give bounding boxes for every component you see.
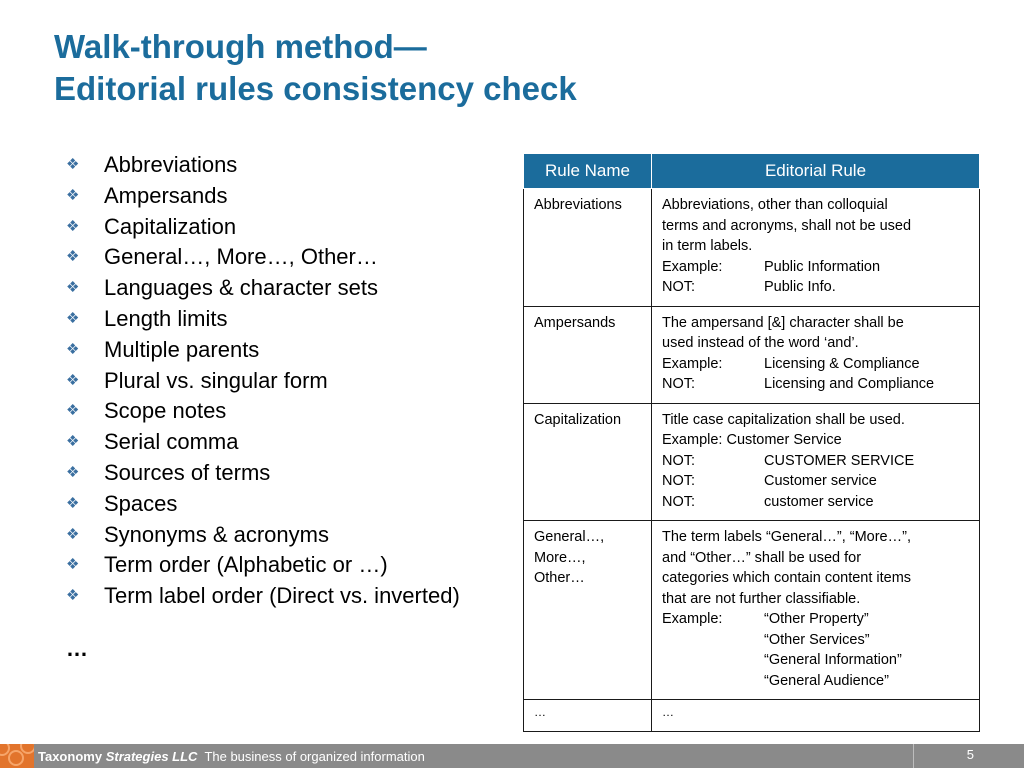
footer-brand [38,749,425,764]
company-tagline: The business of organized information [204,749,425,764]
rules-bullet-list [66,150,476,608]
example-value: CUSTOMER SERVICE [764,452,915,469]
example-key: NOT: [662,493,696,510]
rule-line: that are not further classifiable. [662,590,861,607]
diamond-bullet-icon: ❖ [66,587,80,605]
bullet-item: ❖ Abbreviations [66,150,476,181]
bullet-item: ❖ General…, More…, Other… [66,242,476,273]
example-value: “Other Services” [764,631,870,648]
rule-name-cell: Ampersands [524,306,652,403]
rule-name-cell [524,521,652,700]
bullet-item: ❖ Term order (Alphabetic or …) [66,550,476,581]
example-value: Customer service [764,473,877,489]
example-line [662,451,971,472]
page-number: 5 [966,747,974,762]
example-key [662,630,764,651]
rule-text-cell [652,189,980,307]
rule-name-line: General…, [534,529,605,545]
example-value: “General Audience” [764,672,889,689]
rule-line: in term labels. [662,238,753,254]
bullet-item: ❖ Spaces [66,489,476,520]
rule-text-cell: … [652,700,980,732]
example-key: NOT: [662,452,696,469]
slide-title-line-1: Walk-through method— [54,28,427,65]
diamond-bullet-icon: ❖ [66,402,80,420]
example-key: Example: [662,611,723,627]
example-line [662,471,971,492]
rule-line: categories which contain content items [662,570,912,586]
rule-line: The ampersand [&] character shall be [662,314,904,331]
example-key [662,650,764,671]
example-line [662,257,971,278]
example-value: Public Information [764,258,881,275]
diamond-bullet-icon: ❖ [66,340,80,358]
bullet-item: ❖ Ampersands [66,181,476,212]
example-key: Example: [662,355,723,372]
rule-name-line: Other… [534,570,585,586]
diamond-bullet-icon: ❖ [66,248,80,266]
example-value: Public Info. [764,279,836,295]
table-row [524,700,980,732]
bullet-item: ❖ Multiple parents [66,335,476,366]
bullets-more-ellipsis: … [66,636,88,661]
example-line [662,671,971,692]
table-row [524,306,980,403]
example-value: “Other Property” [764,611,869,627]
rule-text-cell [652,521,980,700]
example-line [662,354,971,375]
bullet-item: ❖ Plural vs. singular form [66,366,476,397]
slide-title [54,26,774,110]
example-key: NOT: [662,376,696,392]
diamond-bullet-icon: ❖ [66,186,80,204]
example-key [662,671,764,692]
diamond-bullet-icon: ❖ [66,556,80,574]
rule-name-cell: Abbreviations [524,189,652,307]
table-row [524,403,980,521]
rule-line: used instead of the word ‘and’. [662,335,859,351]
rule-line: Example: Customer Service [662,432,842,448]
company-logo-icon [0,744,34,768]
diamond-bullet-icon: ❖ [66,494,80,512]
table-row [524,189,980,307]
header-rule-name: Rule Name [524,154,652,189]
diamond-bullet-icon: ❖ [66,309,80,327]
diamond-bullet-icon: ❖ [66,463,80,481]
rule-line: Abbreviations, other than colloquial [662,197,888,213]
bullet-item: ❖ Term label order (Direct vs. inverted) [66,581,476,608]
rule-line: and “Other…” shall be used for [662,549,862,566]
example-line [662,492,971,513]
diamond-bullet-icon: ❖ [66,279,80,297]
editorial-rules-table [523,153,980,732]
rule-text-cell [652,306,980,403]
diamond-bullet-icon: ❖ [66,525,80,543]
example-key: Example: [662,258,723,275]
example-value: Licensing and Compliance [764,376,935,392]
rule-line: The term labels “General…”, “More…”, [662,529,911,545]
rule-name-cell: … [524,700,652,732]
rule-name-line: More…, [534,549,586,566]
bullet-item: ❖ Length limits [66,304,476,335]
rule-text-cell [652,403,980,521]
rule-name-cell: Capitalization [524,403,652,521]
slide-title-line-2: Editorial rules consistency check [54,70,577,107]
example-key: NOT: [662,279,696,295]
example-value: “General Information” [764,652,902,668]
example-value: customer service [764,493,874,510]
rule-line: Title case capitalization shall be used. [662,411,905,428]
footer-bar [0,744,1024,768]
bullet-item: ❖ Languages & character sets [66,273,476,304]
bullet-item: ❖ Scope notes [66,396,476,427]
example-line [662,650,971,671]
example-value: Licensing & Compliance [764,355,920,372]
example-line [662,374,971,395]
company-name: Taxonomy [38,749,103,764]
company-name-italic: Strategies LLC [105,749,198,764]
bullet-item: ❖ Synonyms & acronyms [66,520,476,551]
bullet-item: ❖ Sources of terms [66,458,476,489]
example-key: NOT: [662,473,696,489]
diamond-bullet-icon: ❖ [66,371,80,389]
page-number-box [913,744,1024,768]
bullet-item: ❖ Capitalization [66,212,476,243]
example-line [662,277,971,298]
diamond-bullet-icon: ❖ [66,217,80,235]
table-row [524,521,980,700]
example-line [662,609,971,630]
diamond-bullet-icon: ❖ [66,433,80,451]
diamond-bullet-icon: ❖ [66,156,80,173]
example-line [662,630,971,651]
header-editorial-rule: Editorial Rule [652,154,980,189]
bullet-item: ❖ Serial comma [66,427,476,458]
rule-line: terms and acronyms, shall not be used [662,217,912,234]
table-header-row [524,154,980,189]
